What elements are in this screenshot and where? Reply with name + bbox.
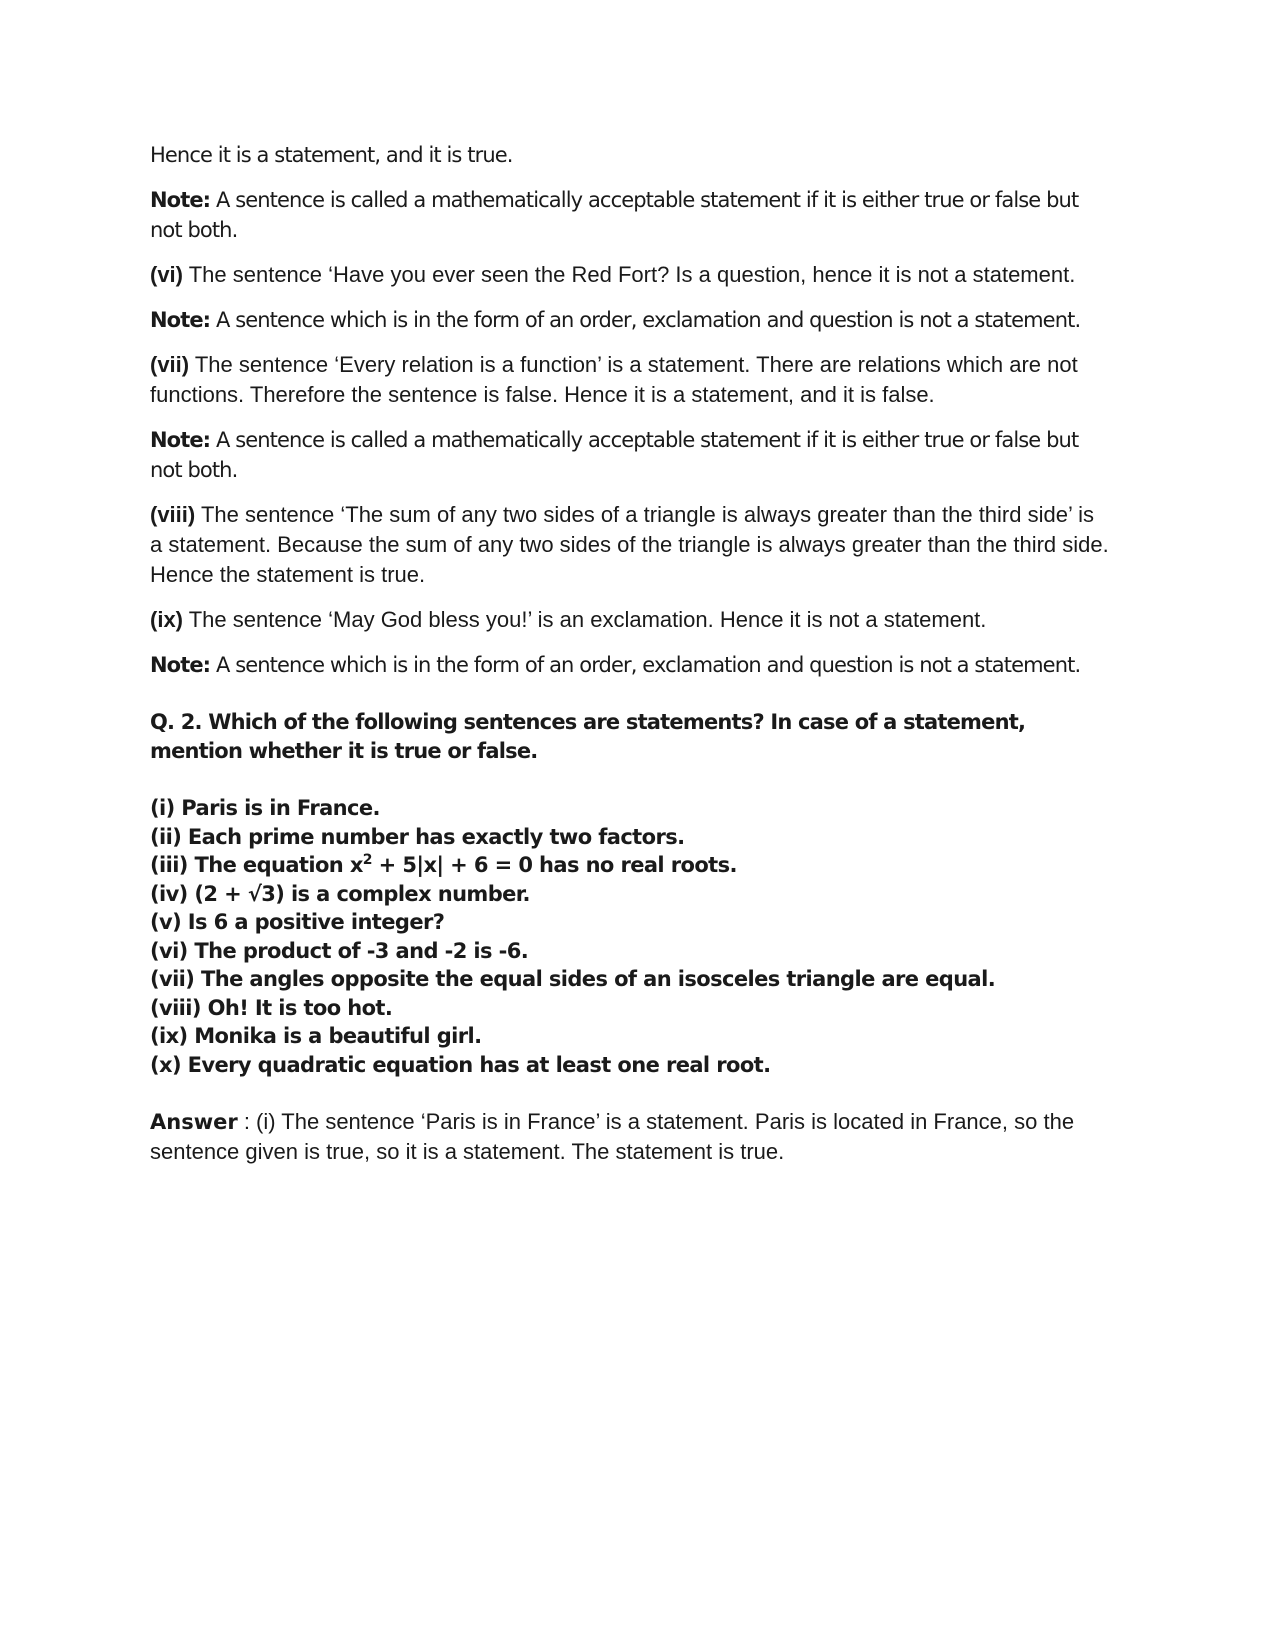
note-label: Note: <box>150 188 211 212</box>
question-item: (ix) Monika is a beautiful girl. <box>150 1024 482 1048</box>
note-paragraph: Note: A sentence is called a mathematically acceptable statement if it is either true or false but not both. <box>150 428 1079 482</box>
answer-paragraph: Answer : (i) The sentence ‘Paris is in France’ is a statement. Paris is located in France, so the sentence given is true, so it is a statement. The statement is true. <box>150 1109 1075 1164</box>
question-item: (v) Is 6 a positive integer? <box>150 910 445 934</box>
question-item: (iii) The equation $x^2 + 5|x| + 6 = 0$ has no real roots. <box>150 852 737 877</box>
answer-part-vii: (vii) The sentence ‘Every relation is a function’ is a statement. There are relations which are not functions. Therefore the sentence is false. Hence it is a statement, and it is false. <box>150 352 1078 407</box>
question-item: (i) Paris is in France. <box>150 796 380 820</box>
question-items <box>150 794 1110 1079</box>
note-label: Note: <box>150 428 211 452</box>
part-label: (vi) <box>150 262 183 287</box>
answer-part-vi: (vi) The sentence ‘Have you ever seen the Red Fort? Is a question, hence it is not a statement. <box>150 262 1076 287</box>
paragraph: Hence it is a statement, and it is true. <box>150 143 513 167</box>
part-label: (vii) <box>150 352 190 377</box>
note-label: Note: <box>150 653 211 677</box>
note-label: Note: <box>150 308 211 332</box>
document-page <box>150 140 1110 1182</box>
note-paragraph: Note: A sentence which is in the form of an order, exclamation and question is not a statement. <box>150 653 1081 677</box>
answer-part-ix: (ix) The sentence ‘May God bless you!’ is an exclamation. Hence it is not a statement. <box>150 607 987 632</box>
question-item: (viii) Oh! It is too hot. <box>150 995 393 1020</box>
question-title: Q. 2. Which of the following sentences are statements? In case of a statement, mention whether it is true or false. <box>150 710 1026 763</box>
question-item: (x) Every quadratic equation has at least one real root. <box>150 1052 771 1077</box>
answer-part-viii: (viii) The sentence ‘The sum of any two sides of a triangle is always greater than the third side’ is a statement. Because the sum of any two sides of the triangle is always greater than the third side. Hence the statement is true. <box>150 502 1109 587</box>
note-paragraph: Note: A sentence which is in the form of an order, exclamation and question is not a statement. <box>150 308 1081 332</box>
part-label: (ix) <box>150 607 183 632</box>
part-label: (viii) <box>150 502 196 527</box>
question-item: (ii) Each prime number has exactly two factors. <box>150 824 685 849</box>
note-paragraph: Note: A sentence is called a mathematically acceptable statement if it is either true or false but not both. <box>150 188 1079 242</box>
question-item: (iv) (2 + √3) is a complex number. <box>150 881 530 906</box>
question-item: (vi) The product of -3 and -2 is -6. <box>150 938 529 963</box>
question-item: (vii) The angles opposite the equal sides of an isosceles triangle are equal. <box>150 967 996 991</box>
answer-label: Answer <box>150 1110 238 1134</box>
